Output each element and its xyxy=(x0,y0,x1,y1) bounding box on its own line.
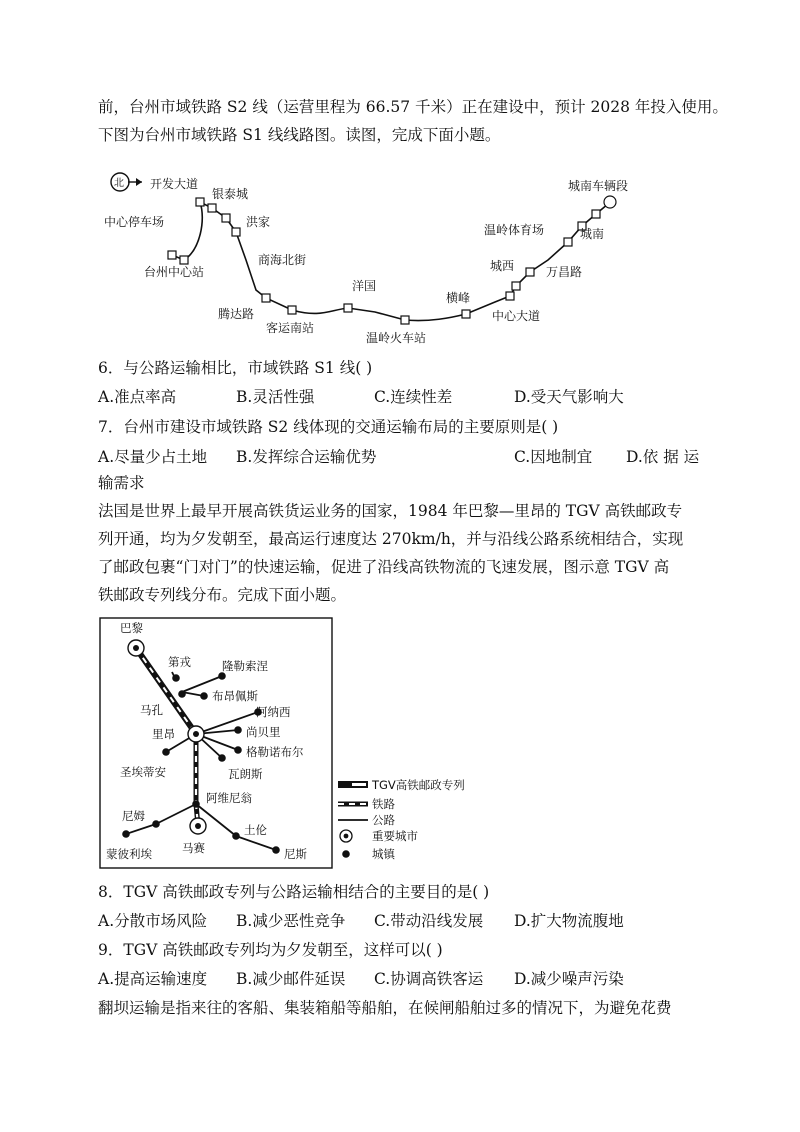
station-marker xyxy=(232,228,240,236)
station-marker xyxy=(222,214,230,222)
q9-option-b[interactable]: B.减少邮件延误 xyxy=(236,970,346,988)
s1-route-line xyxy=(172,202,608,321)
town-marker xyxy=(272,846,280,854)
city-label: 巴黎 xyxy=(120,621,143,635)
town-marker xyxy=(172,674,180,682)
city-label: 马孔 xyxy=(140,703,163,717)
station-label: 腾达路 xyxy=(218,307,255,321)
station-label: 开发大道 xyxy=(150,177,199,191)
station-marker xyxy=(168,251,176,259)
q9-option-d[interactable]: D.减少噪声污染 xyxy=(514,970,624,988)
tgv-network-map xyxy=(0,612,800,872)
map-legend xyxy=(338,778,465,861)
city-label: 布昂佩斯 xyxy=(212,689,258,703)
intro-line-2: 下图为台州市域铁路 S1 线线路图。读图，完成下面小题。 xyxy=(98,126,501,144)
station-label: 横峰 xyxy=(446,291,471,305)
intro-line-1: 前，台州市域铁路 S2 线（运营里程为 66.57 千米）正在建设中，预计 2028 年投入使用。 xyxy=(98,98,728,116)
station-marker xyxy=(262,294,270,302)
town-marker xyxy=(192,800,200,808)
q7-option-c[interactable]: C.因地制宜 xyxy=(514,448,593,466)
q6-option-a[interactable]: A.准点率高 xyxy=(98,388,177,406)
town-marker xyxy=(122,830,130,838)
city-label: 阿纳西 xyxy=(256,705,291,719)
q8-option-a[interactable]: A.分散市场风险 xyxy=(98,912,208,930)
station-label: 城南 xyxy=(580,227,605,241)
station-marker xyxy=(506,292,514,300)
q8-option-b[interactable]: B.减少恶性竞争 xyxy=(236,912,346,930)
city-label: 尚贝里 xyxy=(246,725,281,739)
town-marker xyxy=(218,754,226,762)
station-marker xyxy=(512,282,520,290)
city-label: 格勒诺布尔 xyxy=(246,745,304,759)
q6-stem: 6．与公路运输相比，市域铁路 S1 线( ) xyxy=(98,359,373,377)
passage2-line-3: 了邮政包裹“门对门”的快速运输，促进了沿线高铁物流的飞速发展，图示意 TGV 高 xyxy=(98,558,670,576)
station-label: 城南车辆段 xyxy=(568,179,629,193)
passage2-line-4: 铁邮政专列线分布。完成下面小题。 xyxy=(98,586,347,604)
town-marker xyxy=(234,746,242,754)
city-label: 瓦朗斯 xyxy=(228,767,263,781)
station-marker xyxy=(344,304,352,312)
q9-option-c[interactable]: C.协调高铁客运 xyxy=(374,970,484,988)
town-marker xyxy=(178,690,186,698)
station-marker xyxy=(564,238,572,246)
q7-option-d[interactable]: D.依 据 运 xyxy=(626,448,700,466)
passage2-line-1: 法国是世界上最早开展高铁货运业务的国家，1984 年巴黎—里昂的 TGV 高铁邮政专 xyxy=(98,502,683,520)
station-label: 客运南站 xyxy=(266,321,315,335)
station-marker xyxy=(462,310,470,318)
legend-road-label: 公路 xyxy=(372,813,395,827)
s1-route-map xyxy=(0,160,800,350)
station-marker xyxy=(592,210,600,218)
station-label: 洪家 xyxy=(246,215,271,229)
major-city-marker xyxy=(188,726,204,742)
town-marker xyxy=(218,672,226,680)
town-marker xyxy=(152,820,160,828)
station-label: 银泰城 xyxy=(212,187,249,201)
q6-option-d[interactable]: D.受天气影响大 xyxy=(514,388,624,406)
city-label: 尼斯 xyxy=(284,847,307,861)
station-marker xyxy=(180,256,188,264)
station-marker xyxy=(288,306,296,314)
city-label: 蒙彼利埃 xyxy=(106,847,152,861)
city-label: 土伦 xyxy=(244,823,267,837)
depot-marker xyxy=(604,196,616,208)
station-label: 城西 xyxy=(490,259,515,273)
town-marker xyxy=(234,726,242,734)
q8-stem: 8．TGV 高铁邮政专列与公路运输相结合的主要目的是( ) xyxy=(98,883,490,901)
q7-option-a[interactable]: A.尽量少占土地 xyxy=(98,448,208,466)
station-label: 温岭火车站 xyxy=(366,331,427,345)
city-label: 里昂 xyxy=(152,727,175,741)
station-marker xyxy=(196,198,204,206)
station-marker xyxy=(526,268,534,276)
station-label: 洋国 xyxy=(352,279,377,293)
q9-option-a[interactable]: A.提高运输速度 xyxy=(98,970,208,988)
city-label: 隆勒索涅 xyxy=(222,659,268,673)
station-label: 温岭体育场 xyxy=(484,223,545,237)
city-label: 尼姆 xyxy=(122,809,145,823)
q6-option-b[interactable]: B.灵活性强 xyxy=(236,388,315,406)
major-city-marker xyxy=(128,640,144,656)
q9-stem: 9．TGV 高铁邮政专列均为夕发朝至，这样可以( ) xyxy=(98,941,443,959)
city-label: 圣埃蒂安 xyxy=(120,765,166,779)
station-label: 台州中心站 xyxy=(144,265,205,279)
city-label: 第戎 xyxy=(168,655,191,669)
major-city-marker xyxy=(190,818,206,834)
q8-option-c[interactable]: C.带动沿线发展 xyxy=(374,912,484,930)
station-label: 中心停车场 xyxy=(104,215,165,229)
city-label: 阿维尼翁 xyxy=(206,791,252,805)
town-marker xyxy=(162,748,170,756)
legend-major-city-label: 重要城市 xyxy=(372,829,418,843)
q7-stem: 7．台州市建设市域铁路 S2 线体现的交通运输布局的主要原则是( ) xyxy=(98,418,559,436)
passage2-line-2: 列开通，均为夕发朝至，最高运行速度达 270km/h，并与沿线公路系统相结合，实现 xyxy=(98,530,684,548)
station-label: 万昌路 xyxy=(546,265,583,279)
legend-tgv-label: TGV高铁邮政专列 xyxy=(372,778,465,792)
north-label: 北 xyxy=(114,178,124,189)
city-label: 马赛 xyxy=(182,841,205,855)
passage3-line-1: 翻坝运输是指来往的客船、集装箱船等船舶，在候闸船舶过多的情况下，为避免花费 xyxy=(98,999,672,1017)
q8-option-d[interactable]: D.扩大物流腹地 xyxy=(514,912,624,930)
q7-option-d-continued: 输需求 xyxy=(98,474,145,492)
q7-option-b[interactable]: B.发挥综合运输优势 xyxy=(236,448,377,466)
station-label: 中心大道 xyxy=(492,309,541,323)
north-arrow-icon xyxy=(111,173,142,191)
q6-option-c[interactable]: C.连续性差 xyxy=(374,388,453,406)
town-marker xyxy=(200,692,208,700)
town-marker xyxy=(232,832,240,840)
station-marker xyxy=(208,204,216,212)
legend-rail-label: 铁路 xyxy=(372,797,395,811)
legend-town-label: 城镇 xyxy=(372,847,395,861)
station-marker xyxy=(401,316,409,324)
station-label: 商海北街 xyxy=(258,253,307,267)
